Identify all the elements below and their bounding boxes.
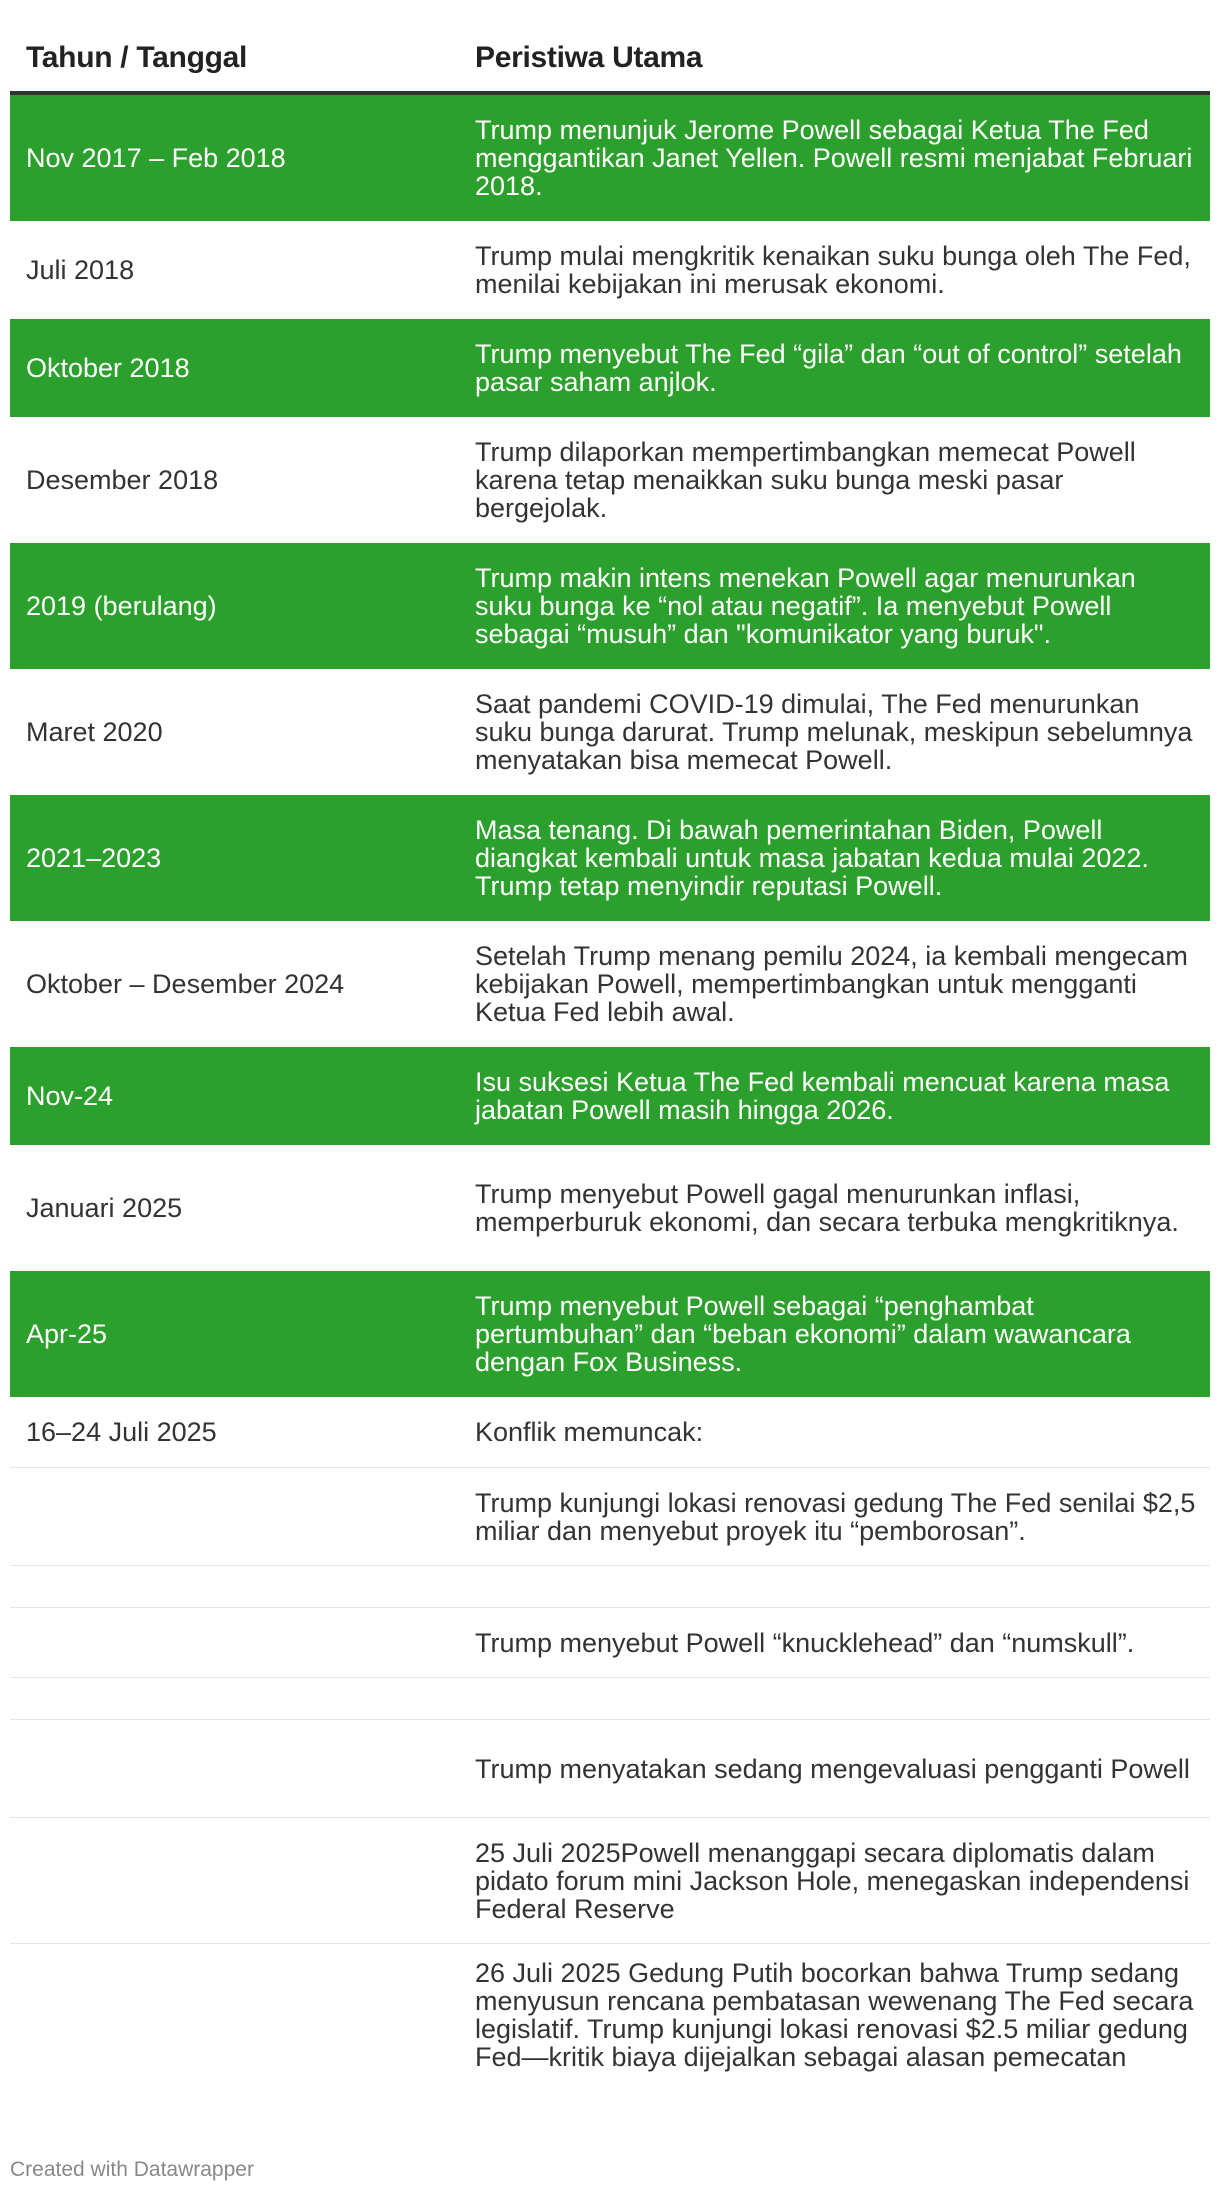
row-event: 25 Juli 2025Powell menanggapi secara diplomatis dalam pidato forum mini Jackson Hole, menegaskan independensi Federal Reserve	[475, 1837, 1190, 1924]
table-row	[10, 1468, 1210, 1566]
row-date: Oktober – Desember 2024	[26, 969, 345, 999]
table-row	[10, 1608, 1210, 1678]
row-event: Trump menyebut Powell gagal menurunkan inflasi, memperburuk ekonomi, dan secara terbuka mengkritiknya.	[475, 1179, 1179, 1237]
row-event: Trump menunjuk Jerome Powell sebagai Ketua The Fed menggantikan Janet Yellen. Powell resmi menjabat Februari 2018.	[475, 115, 1193, 201]
row-date: Apr-25	[26, 1319, 108, 1349]
table-row	[10, 1145, 1210, 1271]
table-row	[10, 1271, 1210, 1397]
row-event: Trump dilaporkan mempertimbangkan memecat Powell karena tetap menaikkan suku bunga meski pasar bergejolak.	[475, 437, 1136, 523]
row-event: Isu suksesi Ketua The Fed kembali mencuat karena masa jabatan Powell masih hingga 2026.	[475, 1067, 1170, 1125]
row-event: Trump menyebut The Fed “gila” dan “out of control” setelah pasar saham anjlok.	[475, 339, 1182, 397]
row-event: Setelah Trump menang pemilu 2024, ia kembali mengecam kebijakan Powell, mempertimbangkan untuk mengganti Ketua Fed lebih awal.	[475, 941, 1188, 1027]
table-row	[10, 319, 1210, 417]
row-event: Trump makin intens menekan Powell agar menurunkan suku bunga ke “nol atau negatif”. Ia menyebut Powell sebagai “musuh” dan "komunikator yang buruk".	[475, 563, 1136, 649]
table-row	[10, 669, 1210, 795]
table-row	[10, 1720, 1210, 1818]
table-row	[10, 1566, 1210, 1608]
row-date: 2019 (berulang)	[26, 591, 217, 621]
table-row	[10, 1397, 1210, 1468]
table-row	[10, 1678, 1210, 1720]
row-date: 16–24 Juli 2025	[26, 1417, 217, 1447]
table-row	[10, 1047, 1210, 1145]
row-date: Desember 2018	[26, 465, 219, 495]
row-date: Maret 2020	[26, 717, 163, 747]
header-date: Tahun / Tanggal	[26, 41, 248, 74]
row-event: Trump menyebut Powell “knucklehead” dan “numskull”.	[475, 1627, 1135, 1658]
table-row	[10, 543, 1210, 669]
row-event: Trump kunjungi lokasi renovasi gedung The Fed senilai $2,5 miliar dan menyebut proyek itu “pemborosan”.	[475, 1487, 1196, 1546]
row-event: Saat pandemi COVID-19 dimulai, The Fed menurunkan suku bunga darurat. Trump melunak, meskipun sebelumnya menyatakan bisa memecat Powell.	[475, 689, 1193, 775]
row-date: 2021–2023	[26, 843, 162, 873]
table-row	[10, 921, 1210, 1047]
row-date: Oktober 2018	[26, 353, 190, 383]
row-date: Juli 2018	[26, 255, 135, 285]
row-event: Konflik memuncak:	[475, 1417, 704, 1447]
row-event: Trump mulai mengkritik kenaikan suku bunga oleh The Fed, menilai kebijakan ini merusak ekonomi.	[475, 241, 1191, 299]
table-header	[10, 0, 1210, 95]
table-row	[10, 795, 1210, 921]
row-date: Nov-24	[26, 1081, 114, 1111]
row-date: Januari 2025	[26, 1193, 183, 1223]
row-event: Trump menyebut Powell sebagai “penghambat pertumbuhan” dan “beban ekonomi” dalam wawancara dengan Fox Business.	[475, 1291, 1131, 1377]
header-event: Peristiwa Utama	[475, 41, 703, 74]
events-table	[10, 0, 1210, 2114]
table-row	[10, 1944, 1210, 2114]
table-row	[10, 95, 1210, 221]
row-event: Trump menyatakan sedang mengevaluasi pengganti Powell	[475, 1753, 1190, 1784]
table-row	[10, 1818, 1210, 1944]
row-event: 26 Juli 2025 Gedung Putih bocorkan bahwa Trump sedang menyusun rencana pembatasan wewenang The Fed secara legislatif. Trump kunjungi lokasi renovasi $2.5 miliar gedung Fed—kritik biaya dijejalkan sebagai alasan pemecatan	[475, 1958, 1194, 2072]
table-row	[10, 221, 1210, 319]
datawrapper-credit: Created with Datawrapper	[10, 2158, 254, 2181]
row-event: Masa tenang. Di bawah pemerintahan Biden, Powell diangkat kembali untuk masa jabatan kedua mulai 2022. Trump tetap menyindir reputasi Powell.	[475, 815, 1149, 901]
row-date: Nov 2017 – Feb 2018	[26, 143, 286, 173]
table-row	[10, 417, 1210, 543]
